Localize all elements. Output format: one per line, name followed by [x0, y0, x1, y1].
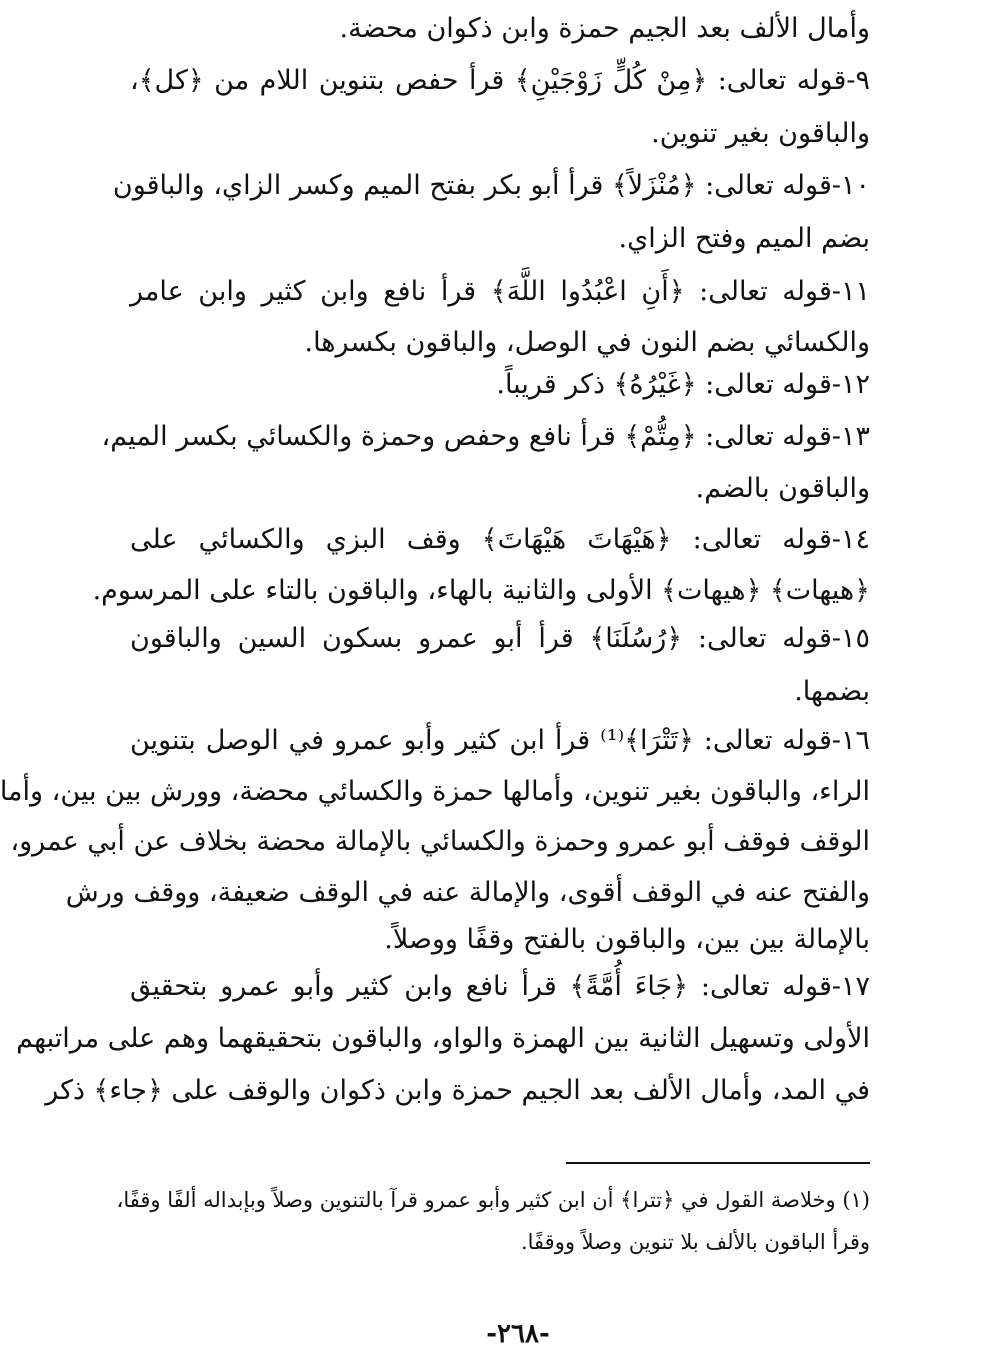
footnote-divider [566, 1162, 870, 1164]
text-line: ١٤-قوله تعالى: ﴿هَيْهَاتَ هَيْهَاتَ﴾ وقف البزي والكسائي على [130, 524, 870, 555]
text-line: بضم الميم وفتح الزاي. [618, 223, 870, 254]
text-line: ١٣-قوله تعالى: ﴿مِتُّمْ﴾ قرأ نافع وحفص وحمزة والكسائي بكسر الميم، [101, 421, 870, 452]
text-line: ١٧-قوله تعالى: ﴿جَاءَ أُمَّةً﴾ قرأ نافع وابن كثير وأبو عمرو بتحقيق [130, 971, 870, 1002]
footnote-line: (١) وخلاصة القول في ﴿تترا﴾ أن ابن كثير وأبو عمرو قرآ بالتنوين وصلاً وبإبداله ألفًا وقفًا، [116, 1188, 870, 1212]
text-line: والباقون بغير تنوين. [651, 118, 870, 149]
text-line: ﴿هيهات﴾ ﴿هيهات﴾ الأولى والثانية بالهاء، والباقون بالتاء على المرسوم. [92, 575, 870, 606]
text-line: بالإمالة بين بين، والباقون بالفتح وقفًا ووصلاً. [384, 924, 870, 955]
text-line: ١٦-قوله تعالى: ﴿تَتْرَا﴾⁽¹⁾ قرأ ابن كثير وأبو عمرو في الوصل بتنوين [130, 725, 870, 756]
page-number: -٢٦٨- [486, 1319, 550, 1349]
text-line: ١٠-قوله تعالى: ﴿مُنْزَلاً﴾ قرأ أبو بكر بفتح الميم وكسر الزاي، والباقون [112, 170, 870, 201]
text-line: والكسائي بضم النون في الوصل، والباقون بكسرها. [304, 327, 870, 358]
text-line: بضمها. [794, 676, 870, 707]
text-line: الأولى وتسهيل الثانية بين الهمزة والواو، والباقون بتحقيقهما وهم على مراتبهم [16, 1023, 870, 1054]
text-line: في المد، وأمال الألف بعد الجيم حمزة وابن ذكوان والوقف على ﴿جاء﴾ ذكر [45, 1075, 870, 1106]
text-line: وأمال الألف بعد الجيم حمزة وابن ذكوان محضة. [339, 13, 870, 44]
footnote-line: وقرأ الباقون بالألف بلا تنوين وصلاً ووقفًا. [520, 1230, 870, 1254]
text-line: ١٥-قوله تعالى: ﴿رُسُلَنَا﴾ قرأ أبو عمرو بسكون السين والباقون [130, 623, 870, 654]
text-line: ١٢-قوله تعالى: ﴿غَيْرُهُ﴾ ذكر قريباً. [496, 369, 870, 400]
text-line: الراء، والباقون بغير تنوين، وأمالها حمزة والكسائي محضة، وورش بين بين، وأما [0, 776, 870, 807]
text-line: ٩-قوله تعالى: ﴿مِنْ كُلٍّ زَوْجَيْنِ﴾ قرأ حفص بتنوين اللام من ﴿كل﴾، [130, 65, 870, 96]
text-line: ١١-قوله تعالى: ﴿أَنِ اعْبُدُوا اللَّهَ﴾ قرأ نافع وابن كثير وابن عامر [130, 276, 870, 307]
text-line: الوقف فوقف أبو عمرو وحمزة والكسائي بالإمالة محضة بخلاف عن أبي عمرو، [10, 826, 870, 857]
text-line: والباقون بالضم. [695, 473, 870, 504]
text-line: والفتح عنه في الوقف أقوى، والإمالة عنه في الوقف ضعيفة، ووقف ورش [65, 877, 870, 908]
